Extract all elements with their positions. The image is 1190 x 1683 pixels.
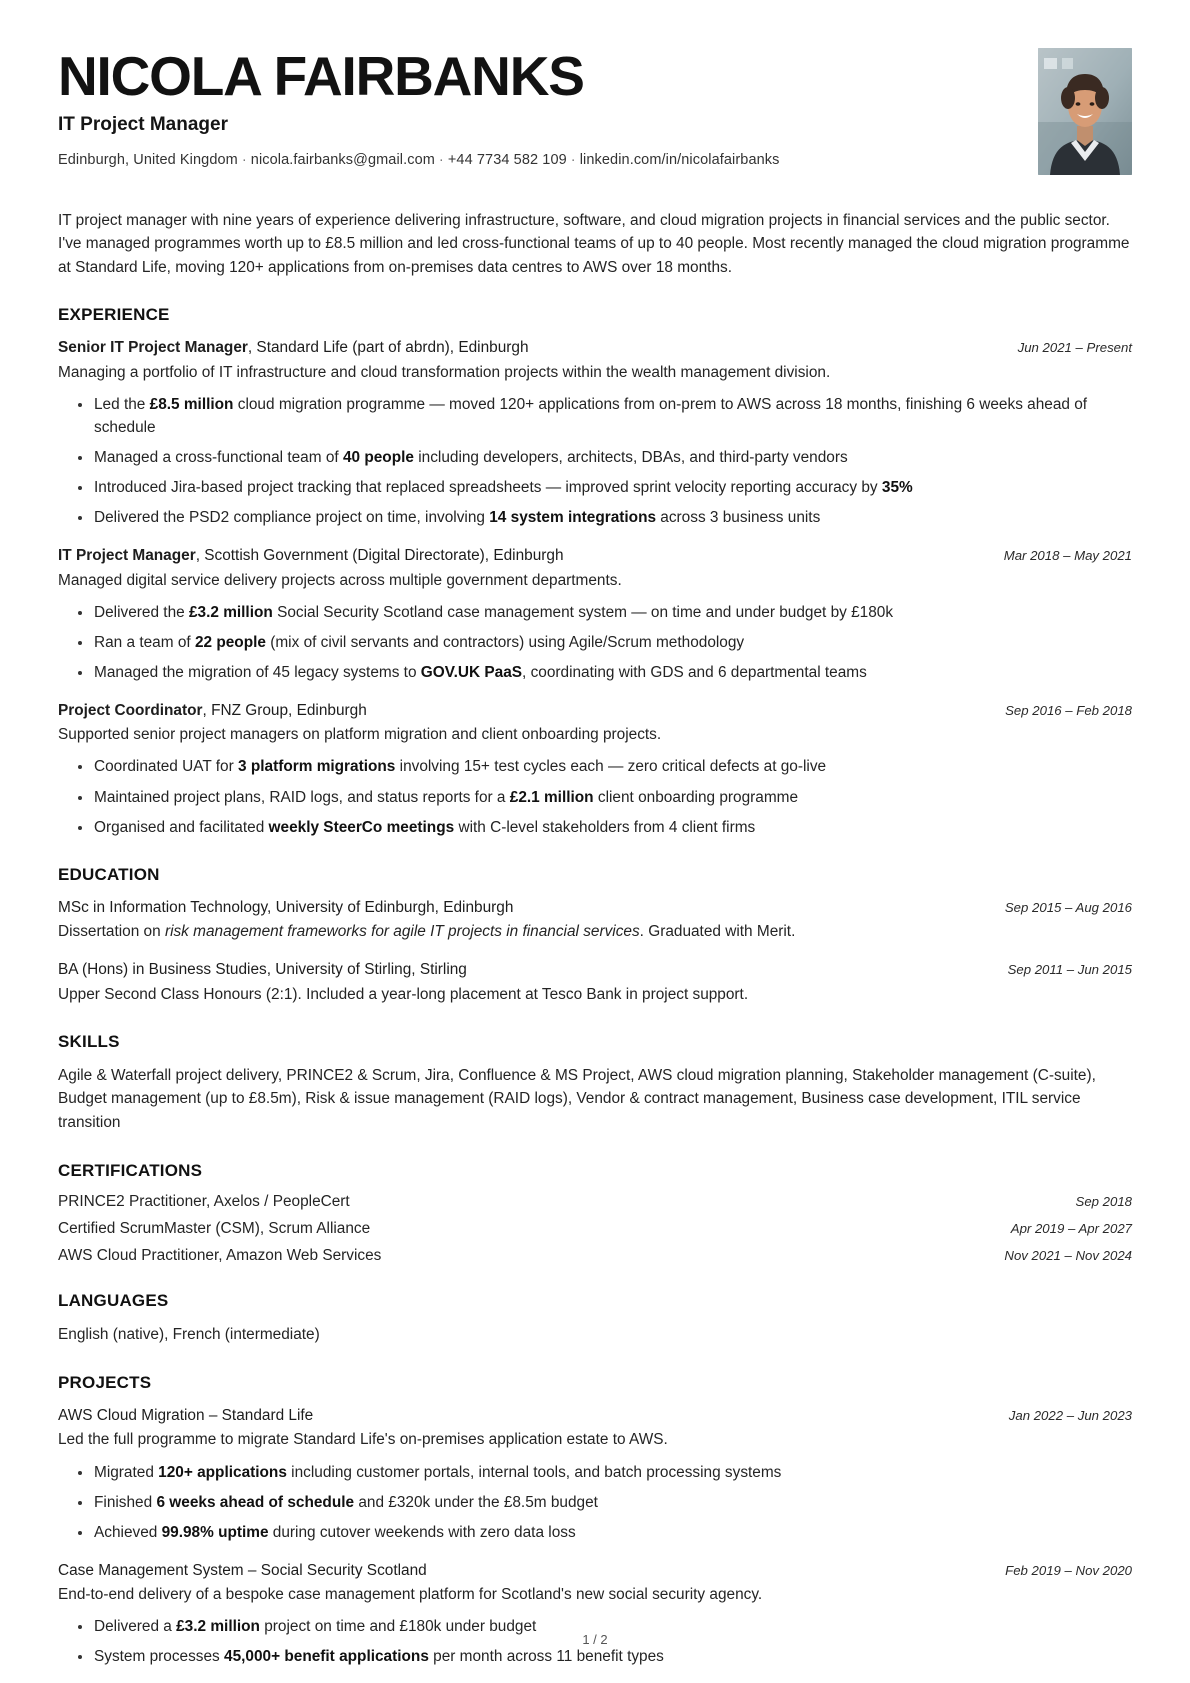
resume-header bbox=[58, 40, 1132, 175]
project-entry bbox=[58, 1560, 1132, 1669]
experience-entry-head bbox=[58, 337, 1132, 359]
candidate-name: NICOLA FAIRBANKS bbox=[58, 45, 584, 107]
experience-bullet-list bbox=[58, 601, 1132, 684]
experience-date: Mar 2018 – May 2021 bbox=[1003, 548, 1132, 564]
section-title-experience: EXPERIENCE bbox=[58, 305, 170, 325]
languages-text: English (native), French (intermediate) bbox=[58, 1326, 320, 1344]
header-text-block bbox=[58, 45, 1038, 169]
project-bullet: System processes 45,000+ benefit applications per month across 11 benefit types bbox=[94, 1645, 1132, 1668]
experience-role: Project Coordinator bbox=[58, 701, 203, 719]
section-title-education: EDUCATION bbox=[58, 864, 160, 884]
education-entry-head bbox=[58, 959, 1132, 981]
education-entry bbox=[58, 959, 1132, 1005]
experience-entry bbox=[58, 700, 1132, 839]
certification-name: Certified ScrumMaster (CSM), Scrum Alliance bbox=[58, 1220, 371, 1238]
certification-row bbox=[58, 1193, 1132, 1211]
project-summary: Led the full programme to migrate Standard Life's on-premises application estate to AWS. bbox=[58, 1431, 668, 1449]
section-title-languages: LANGUAGES bbox=[58, 1291, 169, 1311]
education-entry bbox=[58, 897, 1132, 943]
section-experience bbox=[58, 305, 1132, 839]
project-bullet: Migrated 120+ applications including customer portals, internal tools, and batch processing systems bbox=[94, 1461, 1132, 1484]
experience-role-line bbox=[58, 545, 564, 567]
skills-text: Agile & Waterfall project delivery, PRINCE2 & Scrum, Jira, Confluence & MS Project, AWS cloud migration planning, Stakeholder management (C-suite), Budget management (up to £8.5m), Risk & issue management (RAID logs), Vendor & contract management, Business case development, ITIL service transition bbox=[58, 1066, 1096, 1132]
experience-bullet: Organised and facilitated weekly SteerCo meetings with C-level stakeholders from 4 client firms bbox=[94, 816, 1132, 839]
contact-separator-1: · bbox=[241, 152, 247, 169]
education-detail: Upper Second Class Honours (2:1). Included a year-long placement at Tesco Bank in project support. bbox=[58, 985, 749, 1003]
experience-entry-head bbox=[58, 700, 1132, 722]
contact-email[interactable]: nicola.fairbanks@gmail.com bbox=[250, 152, 435, 169]
experience-bullet-list bbox=[58, 755, 1132, 838]
experience-role-line bbox=[58, 700, 367, 722]
education-date: Sep 2011 – Jun 2015 bbox=[1007, 962, 1132, 978]
experience-bullet: Coordinated UAT for 3 platform migrations involving 15+ test cycles each — zero critical defects at go-live bbox=[94, 755, 1132, 778]
experience-summary: Supported senior project managers on platform migration and client onboarding projects. bbox=[58, 726, 662, 744]
experience-entry-head bbox=[58, 545, 1132, 567]
education-detail: Dissertation on risk management frameworks for agile IT projects in financial services. Graduated with Merit. bbox=[58, 923, 796, 941]
project-name: Case Management System – Social Security Scotland bbox=[58, 1561, 427, 1579]
section-skills bbox=[58, 1032, 1132, 1136]
education-degree: BA (Hons) in Business Studies, University of Stirling, Stirling bbox=[58, 961, 467, 979]
certification-date: Sep 2018 bbox=[1075, 1194, 1132, 1210]
experience-date: Sep 2016 – Feb 2018 bbox=[1005, 702, 1132, 718]
certification-row bbox=[58, 1220, 1132, 1238]
education-entry-head bbox=[58, 897, 1132, 919]
contact-location: Edinburgh, United Kingdom bbox=[58, 152, 238, 169]
experience-entry bbox=[58, 337, 1132, 529]
experience-bullet: Introduced Jira-based project tracking that replaced spreadsheets — improved sprint velocity reporting accuracy by 35% bbox=[94, 476, 1132, 499]
certification-date: Nov 2021 – Nov 2024 bbox=[1004, 1248, 1132, 1264]
contact-linkedin[interactable]: linkedin.com/in/nicolafairbanks bbox=[579, 152, 780, 169]
project-bullet: Achieved 99.98% uptime during cutover weekends with zero data loss bbox=[94, 1521, 1132, 1544]
contact-separator-3: · bbox=[570, 152, 576, 169]
project-summary: End-to-end delivery of a bespoke case management platform for Scotland's new social security agency. bbox=[58, 1586, 763, 1604]
section-title-skills: SKILLS bbox=[58, 1031, 120, 1051]
experience-bullet: Managed the migration of 45 legacy systems to GOV.UK PaaS, coordinating with GDS and 6 departmental teams bbox=[94, 661, 1132, 684]
page-indicator: 1 / 2 bbox=[582, 1632, 608, 1647]
experience-bullet: Managed a cross-functional team of 40 people including developers, architects, DBAs, and third-party vendors bbox=[94, 446, 1132, 469]
section-projects bbox=[58, 1373, 1132, 1668]
section-title-certifications: CERTIFICATIONS bbox=[58, 1161, 203, 1181]
project-bullet: Finished 6 weeks ahead of schedule and £320k under the £8.5m budget bbox=[94, 1491, 1132, 1514]
project-bullet: Delivered a £3.2 million project on time and £180k under budget bbox=[94, 1615, 1132, 1638]
project-entry-head bbox=[58, 1405, 1132, 1427]
project-name: AWS Cloud Migration – Standard Life bbox=[58, 1407, 314, 1425]
experience-bullet: Led the £8.5 million cloud migration programme — moved 120+ applications from on-prem to AWS across 18 months, finishing 6 weeks ahead of schedule bbox=[94, 393, 1132, 439]
certification-row bbox=[58, 1247, 1132, 1265]
experience-org: , Standard Life (part of abrdn), Edinburgh bbox=[247, 339, 529, 357]
experience-org: , Scottish Government (Digital Directorate), Edinburgh bbox=[195, 547, 564, 565]
experience-bullet: Delivered the PSD2 compliance project on time, involving 14 system integrations across 3 business units bbox=[94, 506, 1132, 529]
experience-bullet: Maintained project plans, RAID logs, and status reports for a £2.1 million client onboarding programme bbox=[94, 786, 1132, 809]
experience-date: Jun 2021 – Present bbox=[1017, 340, 1132, 356]
certification-name: AWS Cloud Practitioner, Amazon Web Services bbox=[58, 1247, 382, 1265]
section-certifications bbox=[58, 1161, 1132, 1265]
professional-summary: IT project manager with nine years of experience delivering infrastructure, software, and cloud migration projects in financial services and the public sector. I've managed programmes worth up to £8.5 million and led cross-functional teams of up to 40 people. Most recently managed the cloud migration programme at Standard Life, moving 120+ applications from on-premises data centres to AWS over 18 months. bbox=[58, 212, 1130, 276]
certification-name: PRINCE2 Practitioner, Axelos / PeopleCert bbox=[58, 1193, 350, 1211]
section-languages bbox=[58, 1291, 1132, 1347]
experience-summary: Managed digital service delivery projects across multiple government departments. bbox=[58, 571, 622, 589]
candidate-job-title: IT Project Manager bbox=[58, 114, 228, 136]
experience-entry bbox=[58, 545, 1132, 684]
section-title-projects: PROJECTS bbox=[58, 1373, 152, 1393]
project-entry-head bbox=[58, 1560, 1132, 1582]
experience-bullet: Delivered the £3.2 million Social Security Scotland case management system — on time and under budget by £180k bbox=[94, 601, 1132, 624]
experience-role: IT Project Manager bbox=[58, 547, 196, 565]
project-entry bbox=[58, 1405, 1132, 1544]
contact-phone[interactable]: +44 7734 582 109 bbox=[447, 152, 567, 169]
contact-line bbox=[58, 152, 1014, 168]
experience-org: , FNZ Group, Edinburgh bbox=[202, 701, 367, 719]
certification-date: Apr 2019 – Apr 2027 bbox=[1010, 1221, 1132, 1237]
profile-photo-illustration bbox=[1038, 48, 1132, 175]
project-date: Feb 2019 – Nov 2020 bbox=[1005, 1562, 1132, 1578]
project-date: Jan 2022 – Jun 2023 bbox=[1008, 1408, 1132, 1424]
experience-role: Senior IT Project Manager bbox=[58, 339, 248, 357]
section-education bbox=[58, 865, 1132, 1006]
experience-bullet: Ran a team of 22 people (mix of civil servants and contractors) using Agile/Scrum methodology bbox=[94, 631, 1132, 654]
profile-photo bbox=[1038, 48, 1132, 175]
education-date: Sep 2015 – Aug 2016 bbox=[1004, 899, 1132, 915]
project-bullet-list bbox=[58, 1461, 1132, 1544]
experience-role-line bbox=[58, 337, 529, 359]
contact-separator-2: · bbox=[438, 152, 444, 169]
education-degree: MSc in Information Technology, University of Edinburgh, Edinburgh bbox=[58, 898, 514, 916]
experience-summary: Managing a portfolio of IT infrastructure and cloud transformation projects within the wealth management division. bbox=[58, 363, 831, 381]
experience-bullet-list bbox=[58, 393, 1132, 530]
